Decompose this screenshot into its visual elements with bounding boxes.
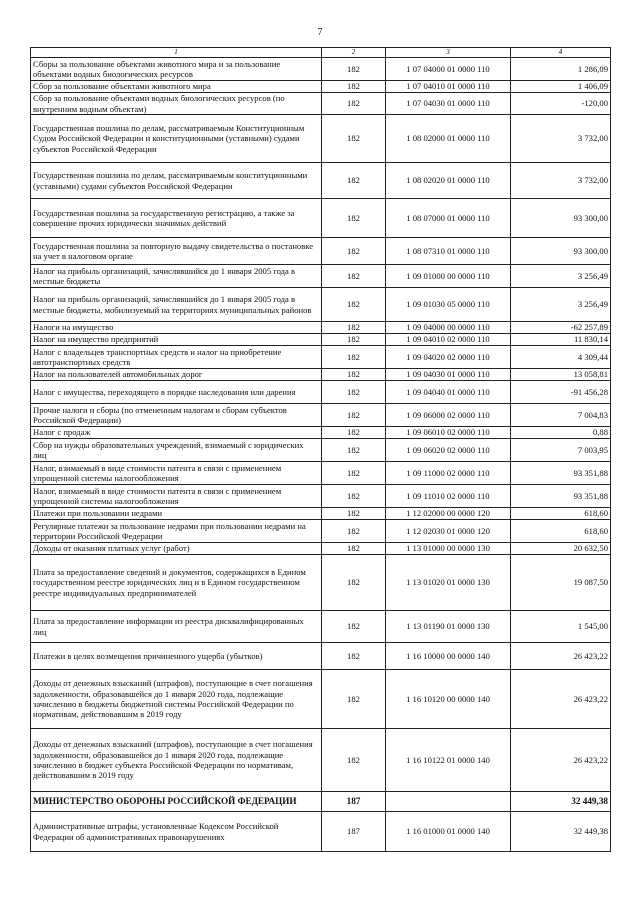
row-admin-code: 182 <box>322 555 386 611</box>
row-admin-code: 182 <box>322 334 386 346</box>
row-budget-code: 1 09 04020 02 0000 110 <box>386 346 511 369</box>
row-name: Доходы от денежных взысканий (штрафов), поступающие в счет погашения задолженности, образовавшейся до 1 января 2020 года, подлежащие зачислению в бюджеты бюджетной системы Российской Федерации по нормативам, действовавшим в 2019 году <box>31 670 322 729</box>
row-amount: 1 406,09 <box>511 81 611 93</box>
row-name: Налог, взимаемый в виде стоимости патента в связи с применением упрощенной системы налогообложения <box>31 485 322 508</box>
table-row <box>31 543 611 555</box>
table-row <box>31 404 611 427</box>
row-admin-code: 182 <box>322 346 386 369</box>
table-row <box>31 643 611 670</box>
table-row <box>31 334 611 346</box>
page-number: 7 <box>317 27 323 38</box>
row-amount: 26 423,22 <box>511 729 611 792</box>
row-budget-code: 1 09 04000 00 0000 110 <box>386 322 511 334</box>
table-row <box>31 381 611 404</box>
row-admin-code: 182 <box>322 238 386 265</box>
row-amount: 32 449,38 <box>511 792 611 812</box>
row-amount: 1 545,00 <box>511 611 611 643</box>
row-admin-code: 182 <box>322 288 386 322</box>
row-admin-code: 182 <box>322 58 386 81</box>
row-name: Налог на прибыль организаций, зачислявшийся до 1 января 2005 года в местные бюджеты, мобилизуемый на территориях муниципальных районов <box>31 288 322 322</box>
row-budget-code: 1 08 02020 01 0000 110 <box>386 163 511 199</box>
row-name: Плата за предоставление сведений и документов, содержащихся в Едином государственном реестре юридических лиц и в Едином государственном реестре индивидуальных предпринимателей <box>31 555 322 611</box>
row-amount: 32 449,38 <box>511 812 611 852</box>
row-budget-code: 1 16 10122 01 0000 140 <box>386 729 511 792</box>
column-header: 4 <box>511 48 611 58</box>
row-budget-code: 1 09 06010 02 0000 110 <box>386 427 511 439</box>
column-header: 3 <box>386 48 511 58</box>
table-row <box>31 265 611 288</box>
table-row <box>31 611 611 643</box>
row-budget-code: 1 16 10000 00 0000 140 <box>386 643 511 670</box>
row-admin-code: 182 <box>322 115 386 163</box>
row-admin-code: 182 <box>322 508 386 520</box>
row-amount: 93 351,88 <box>511 485 611 508</box>
column-header: 2 <box>322 48 386 58</box>
row-amount: 20 632,50 <box>511 543 611 555</box>
table-row <box>31 670 611 729</box>
row-budget-code: 1 07 04030 01 0000 110 <box>386 93 511 115</box>
row-admin-code: 182 <box>322 199 386 238</box>
table-row <box>31 812 611 852</box>
row-amount: 7 004,83 <box>511 404 611 427</box>
row-amount: 1 286,09 <box>511 58 611 81</box>
row-admin-code: 182 <box>322 404 386 427</box>
row-name: Административные штрафы, установленные Кодексом Российской Федерации об административных правонарушениях <box>31 812 322 852</box>
row-name: Сбор на нужды образовательных учреждений, взимаемый с юридических лиц <box>31 439 322 462</box>
row-budget-code: 1 16 01000 01 0000 140 <box>386 812 511 852</box>
row-name: Платежи при пользовании недрами <box>31 508 322 520</box>
table-row <box>31 508 611 520</box>
row-amount: -120,00 <box>511 93 611 115</box>
row-admin-code: 182 <box>322 485 386 508</box>
table-row <box>31 58 611 81</box>
row-admin-code: 182 <box>322 265 386 288</box>
row-name: Сборы за пользование объектами животного мира и за пользование объектами водных биологических ресурсов <box>31 58 322 81</box>
row-amount: 7 003,95 <box>511 439 611 462</box>
row-amount: 0,88 <box>511 427 611 439</box>
row-budget-code: 1 13 01020 01 0000 130 <box>386 555 511 611</box>
table-row <box>31 288 611 322</box>
row-budget-code: 1 13 01190 01 0000 130 <box>386 611 511 643</box>
row-budget-code: 1 12 02030 01 0000 120 <box>386 520 511 543</box>
row-amount: 13 058,81 <box>511 369 611 381</box>
row-name: Налог на пользователей автомобильных дорог <box>31 369 322 381</box>
row-budget-code: 1 13 01000 00 0000 130 <box>386 543 511 555</box>
row-name: Сбор за пользование объектами животного мира <box>31 81 322 93</box>
row-budget-code: 1 09 06000 02 0000 110 <box>386 404 511 427</box>
row-budget-code: 1 08 02000 01 0000 110 <box>386 115 511 163</box>
row-amount: -62 257,89 <box>511 322 611 334</box>
row-budget-code: 1 09 04030 01 0000 110 <box>386 369 511 381</box>
row-admin-code: 182 <box>322 670 386 729</box>
table-row <box>31 346 611 369</box>
table-row <box>31 520 611 543</box>
row-name: Государственная пошлина за повторную выдачу свидетельства о постановке на учет в налоговом органе <box>31 238 322 265</box>
row-amount: 4 309,44 <box>511 346 611 369</box>
table-row <box>31 163 611 199</box>
row-name: Налог на прибыль организаций, зачислявшийся до 1 января 2005 года в местные бюджеты <box>31 265 322 288</box>
revenue-table <box>30 47 611 852</box>
row-budget-code <box>386 792 511 812</box>
table-row <box>31 485 611 508</box>
row-admin-code: 182 <box>322 163 386 199</box>
row-amount: 93 300,00 <box>511 238 611 265</box>
table-row <box>31 93 611 115</box>
table-row <box>31 462 611 485</box>
table-row <box>31 555 611 611</box>
row-admin-code: 187 <box>322 812 386 852</box>
row-budget-code: 1 08 07000 01 0000 110 <box>386 199 511 238</box>
row-amount: 26 423,22 <box>511 643 611 670</box>
table-row <box>31 322 611 334</box>
row-name: Государственная пошлина за государственную регистрацию, а также за совершение прочих юридически значимых действий <box>31 199 322 238</box>
row-budget-code: 1 09 11000 02 0000 110 <box>386 462 511 485</box>
row-name: Налог на имущество предприятий <box>31 334 322 346</box>
row-budget-code: 1 09 04010 02 0000 110 <box>386 334 511 346</box>
row-admin-code: 182 <box>322 643 386 670</box>
table-row <box>31 369 611 381</box>
row-budget-code: 1 08 07310 01 0000 110 <box>386 238 511 265</box>
row-amount: 93 300,00 <box>511 199 611 238</box>
row-admin-code: 182 <box>322 381 386 404</box>
table-row <box>31 115 611 163</box>
row-name: Доходы от денежных взысканий (штрафов), поступающие в счет погашения задолженности, образовавшейся до 1 января 2020 года, подлежащие зачислению в бюджет субъекта Российской Федерации по нормативам, действовавшим в 2019 году <box>31 729 322 792</box>
row-name: Платежи в целях возмещения причиненного ущерба (убытков) <box>31 643 322 670</box>
table-row <box>31 199 611 238</box>
row-name: Налоги на имущество <box>31 322 322 334</box>
row-admin-code: 182 <box>322 369 386 381</box>
row-amount: 618,60 <box>511 520 611 543</box>
row-amount: 3 256,49 <box>511 288 611 322</box>
table-row <box>31 439 611 462</box>
row-name: Налог, взимаемый в виде стоимости патента в связи с применением упрощенной системы налогообложения <box>31 462 322 485</box>
row-budget-code: 1 07 04010 01 0000 110 <box>386 81 511 93</box>
table-row <box>31 427 611 439</box>
row-admin-code: 182 <box>322 729 386 792</box>
table-row <box>31 792 611 812</box>
row-admin-code: 182 <box>322 93 386 115</box>
row-budget-code: 1 07 04000 01 0000 110 <box>386 58 511 81</box>
table-row <box>31 81 611 93</box>
row-budget-code: 1 09 06020 02 0000 110 <box>386 439 511 462</box>
row-amount: 3 732,00 <box>511 163 611 199</box>
row-amount: 19 087,50 <box>511 555 611 611</box>
table-row <box>31 729 611 792</box>
row-name: Доходы от оказания платных услуг (работ) <box>31 543 322 555</box>
row-admin-code: 187 <box>322 792 386 812</box>
row-name: Регулярные платежи за пользование недрами при пользовании недрами на территории Российской Федерации <box>31 520 322 543</box>
row-budget-code: 1 16 10120 00 0000 140 <box>386 670 511 729</box>
row-name: МИНИСТЕРСТВО ОБОРОНЫ РОССИЙСКОЙ ФЕДЕРАЦИИ <box>31 792 322 812</box>
row-admin-code: 182 <box>322 322 386 334</box>
row-amount: -91 456,28 <box>511 381 611 404</box>
row-amount: 3 732,00 <box>511 115 611 163</box>
row-amount: 11 830,14 <box>511 334 611 346</box>
row-budget-code: 1 09 04040 01 0000 110 <box>386 381 511 404</box>
row-admin-code: 182 <box>322 611 386 643</box>
row-admin-code: 182 <box>322 427 386 439</box>
row-admin-code: 182 <box>322 462 386 485</box>
row-amount: 618,60 <box>511 508 611 520</box>
row-name: Государственная пошлина по делам, рассматриваемым конституционными (уставными) судами субъектов Российской Федерации <box>31 163 322 199</box>
row-name: Сбор за пользование объектами водных биологических ресурсов (по внутренним водным объектам) <box>31 93 322 115</box>
row-name: Налог с имущества, переходящего в порядке наследования или дарения <box>31 381 322 404</box>
row-admin-code: 182 <box>322 439 386 462</box>
row-admin-code: 182 <box>322 520 386 543</box>
row-budget-code: 1 12 02000 00 0000 120 <box>386 508 511 520</box>
row-name: Плата за предоставление информации из реестра дисквалифицированных лиц <box>31 611 322 643</box>
row-name: Налог с владельцев транспортных средств и налог на приобретение автотранспортных средств <box>31 346 322 369</box>
table-row <box>31 238 611 265</box>
row-admin-code: 182 <box>322 543 386 555</box>
row-amount: 93 351,88 <box>511 462 611 485</box>
row-name: Налог с продаж <box>31 427 322 439</box>
row-budget-code: 1 09 01030 05 0000 110 <box>386 288 511 322</box>
row-name: Государственная пошлина по делам, рассматриваемым Конституционным Судом Российской Федерации и конституционными (уставными) судами субъектов Российской Федерации <box>31 115 322 163</box>
row-name: Прочие налоги и сборы (по отмененным налогам и сборам субъектов Российской Федерации) <box>31 404 322 427</box>
row-admin-code: 182 <box>322 81 386 93</box>
row-budget-code: 1 09 01000 00 0000 110 <box>386 265 511 288</box>
row-amount: 26 423,22 <box>511 670 611 729</box>
row-amount: 3 256,49 <box>511 265 611 288</box>
column-header: 1 <box>31 48 322 58</box>
row-budget-code: 1 09 11010 02 0000 110 <box>386 485 511 508</box>
table-header-row <box>31 48 611 58</box>
